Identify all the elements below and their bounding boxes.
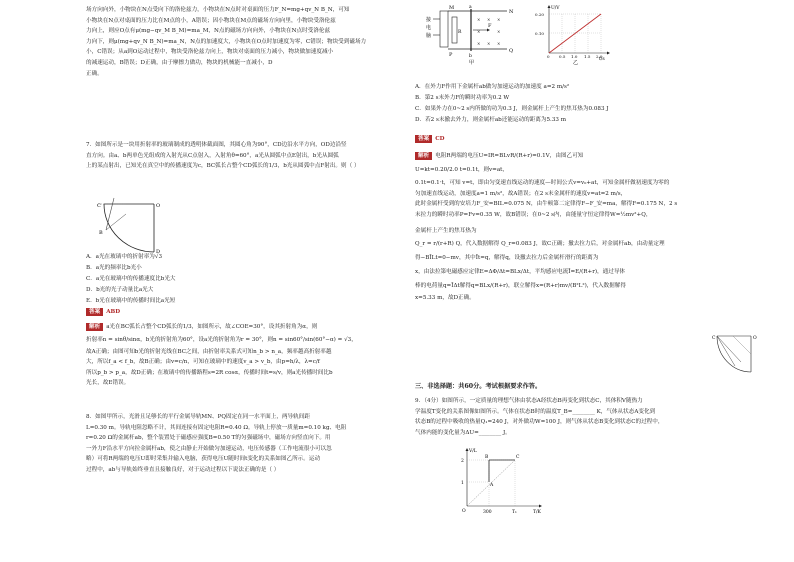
label-b: b (469, 54, 472, 59)
q9-stem-line: 状态B的过程中吸收的热量Q₁=240 J，对外做功W=100 J，则气体从状态B变化到状态C的过程中， (415, 419, 664, 426)
q7-figure (96, 196, 166, 254)
option-b: B．a光的频率比b光小 (86, 265, 142, 271)
text-line: 故A正确；由图可知b光的折射光线在BC之间，由折射率关系式可知n_b > n_a，频率越高折射率越 (86, 348, 332, 355)
text-line: x=5.33 m，故D正确。 (415, 294, 475, 301)
v-t-ytick: 2 (461, 459, 464, 464)
q7-stem-line: 上的某点射出，已知光在真空中的传播速度为c，BC弧长占整个CD弧长的1/3，b光从圆弧中点F射出。则（ ） (86, 163, 360, 170)
q9-stem-line: 气体内能的变化量为ΔU=________ J。 (415, 429, 511, 436)
text-line: 所以p_b > p_a，故D正确；在玻璃中的传播路程s=2R cosα，传播时间t=s/v，则a光传播时间比b (86, 369, 333, 376)
option-d: D．若2 s末撤去外力，则金属杆ab还能运动的距离为5.33 m (415, 117, 567, 123)
q6-explanation-continued (86, 5, 386, 79)
u-t-xtick: 0.5 (559, 54, 566, 59)
label-c: C (712, 336, 716, 341)
text-line: 折射率n = sinθ/sinα，b光的折射角为60°，设a光的折射角为r = 30°，则n = sin60°/sin(60°−α) = √3， (86, 336, 357, 343)
answer-tag: 答案 (86, 308, 103, 316)
label-c: C (516, 455, 520, 460)
text-line: 力向上，则应O点有μ(mg−qv_M B_M)=ma_M，N点的磁场方向向外，小物块在N点时受洛伦兹 (86, 28, 331, 35)
text-line: 匀加速直线运动，加速度a=1 m/s²，故A错误；在2 s末金属杆的速度v=at=2 m/s， (415, 190, 627, 197)
answer-tag: 答案 (415, 135, 432, 143)
caption-jia: 甲 (469, 60, 475, 65)
question-7 (86, 140, 386, 172)
text-line: 末拉力的瞬时功率P=Fv=0.35 W，故B错误；在0~2 s内，由能量守恒定律得W=½mv²+Q， (415, 211, 652, 218)
u-t-xtick: 1.5 (584, 54, 591, 59)
answer-value: ABD (106, 309, 121, 315)
label-jie: 接 (426, 17, 432, 23)
u-t-line (549, 14, 601, 53)
label-o: O (462, 509, 466, 514)
text-line: 光长，故E错误。 (86, 380, 130, 387)
label-d: D (156, 249, 161, 254)
label-dian: 电 (426, 25, 432, 31)
svg-text:×: × (487, 41, 491, 46)
text-line: 正确。 (86, 70, 103, 77)
text-line: 小物块在N点对桌面的压力比在M点的小，A错误；因小物块在M点的磁场方向向里，小物块受洛伦兹 (86, 17, 336, 24)
svg-text:×: × (497, 29, 501, 34)
question-9 (415, 396, 760, 438)
option-a: A．在外力F作用下金属杆ab做匀加速运动的加速度 a=2 m/s² (415, 84, 570, 90)
text-line: 金属杆上产生的焦耳热为 (415, 228, 477, 235)
q8-stem-line: r=0.20 Ω的金属杆ab，整个装置处于磁感应强度B=0.50 T的匀强磁场中，磁场方向竖直向下。用 (86, 435, 331, 442)
left-column (86, 0, 386, 562)
option-c: C．如果外力在0~2 s内所做的功为0.3 J，则金属杆上产生的焦耳热为0.083 J (415, 106, 609, 112)
label-m: M (449, 5, 455, 11)
answer-value: CD (435, 136, 445, 142)
u-t-xtick: 0 (547, 54, 550, 59)
text-line: 场方向向外，小物块在N点受向下的洛伦兹力，小物块在N点时对桌面的压力F_N=mg+qv_N B_N，可知 (86, 7, 350, 13)
explain-tag: 解析 (415, 152, 432, 160)
u-t-xtick: 2.0 (596, 54, 603, 59)
text-line: 大，所以f_a < f_b，故B正确；由v=c/n，可知在玻璃中的速度v_a > v_b，由p=h/λ，λ=c/f (86, 359, 320, 366)
v-t-chart (455, 446, 545, 516)
v-t-ytick: 1 (461, 481, 464, 486)
label-b: B (99, 230, 103, 236)
voltage-sensor-box (440, 11, 448, 47)
label-q: Q (509, 48, 514, 54)
text-line: 小，C错误；从a到O运动过程中，物块受洛伦兹力向上，物块对桌面的压力减小，物块做加速度减小 (86, 49, 334, 56)
option-d: D．b光的光子动量比a光大 (86, 287, 154, 293)
q8-answer (415, 134, 760, 145)
option-c: C．a光在玻璃中的传播速度比b光大 (86, 276, 176, 282)
q8-stem-line: L=0.30 m。导轨电阻忽略不计，其间连接有固定电阻R=0.40 Ω。导轨上停放一质量m=0.10 kg、电阻 (86, 424, 347, 431)
q7-stem-line: 7．如图所示是一块用折射率的玻璃制成的透明体截面图，其圆心角为90°，CD边沿水平方向，OD边沿竖 (86, 142, 347, 148)
caption-yi: 乙 (573, 60, 579, 65)
q7-explanation (86, 322, 386, 389)
v-t-xtick: T₁ (512, 510, 517, 515)
label-f: F (488, 23, 492, 29)
section-3 (415, 381, 760, 393)
text-line: Q_r = r/(r+R) Q，代入数据解得 Q_r=0.083 J，故C正确；撤去拉力后，对金属杆ab，由动量定理 (415, 240, 665, 247)
svg-text:×: × (497, 41, 501, 46)
svg-text:×: × (477, 17, 481, 22)
label-c: C (97, 203, 101, 209)
u-t-xtick: 1.0 (571, 54, 578, 59)
label-nao: 脑 (426, 33, 432, 39)
u-t-ytick: 0.20 (535, 12, 544, 17)
label-a: a (469, 5, 472, 10)
label-a: A (490, 483, 494, 488)
text-line: 棒的电荷量q=ĪΔt解得q=BLx/(R+r)，联立解得x=(R+r)mv/(B²L²)，代入数据解得 (415, 282, 626, 289)
u-t-chart (533, 3, 613, 65)
u-t-xlabel: t/s (599, 57, 605, 62)
v-t-xlabel: T/K (533, 510, 541, 515)
label-r: R (458, 30, 462, 35)
u-t-ytick: 0.10 (535, 31, 544, 36)
label-n: N (509, 9, 514, 15)
resistor-r (452, 17, 457, 43)
q8-stem-line: 略）可将R两端的电压U即时采集并输入电脑，获得电压U随时间t变化的关系如图乙所示。运动 (86, 456, 321, 463)
q9-stem-line: 9．（4分）如图所示，一定质量的理想气体由状态A经状态B再变化到状态C，其体积V随热力 (415, 398, 643, 404)
q7-options (86, 252, 386, 307)
option-b: B．第2 s末外力F的瞬时功率为0.2 W (415, 95, 510, 101)
u-t-ylabel: U/V (551, 6, 560, 11)
q7-stem-line: 直方向。由a、b两单色光组成的入射光从C点射入，入射角θ=60°，a光从圆弧中点E射出，b光从圆弧 (86, 152, 339, 159)
v-t-xtick: 300 (483, 510, 492, 515)
label-o: O (156, 203, 161, 209)
text-line: 力向下，则μ(mg+qv_N B_N)=ma_N，N点的加速度大，小物块在O点时加速度为零，C错误；物块受到磁场力 (86, 38, 367, 45)
svg-text:×: × (497, 17, 501, 22)
option-a: A．a光在玻璃中的折射率为√3 (86, 254, 163, 260)
text-line: U=kt=0.20/2.0 t=0.1t，则v=at， (415, 167, 509, 173)
text-line: a光在BC弧长占整个CD弧长的1/3，如图所示，故∠COE=30°，设其折射角为α，则 (106, 324, 318, 330)
q8-options (415, 82, 760, 126)
q8-stem-line: 过程中，ab与导轨始终垂直且接触良好，对于运动过程以下说法正确的是（ ） (86, 466, 280, 473)
v-t-ylabel: V/L (469, 449, 477, 454)
section-heading: 三、非选择题：共60分。考试根据要求作答。 (415, 383, 542, 390)
q7-answer (86, 307, 386, 318)
text-line: 得−BĪLt=0−mv，其中Īt=q，解得q，设撤去拉力后金属杆滑行的距离为 (415, 254, 599, 261)
svg-text:×: × (487, 17, 491, 22)
q7-solution-figure (711, 330, 759, 376)
circuit-figure (425, 3, 521, 65)
label-b: B (485, 455, 489, 460)
text-line: 此时金属杆受到的安培力F_安=BIL=0.075 N，由牛顿第二定律得F−F_安=ma，解得F=0.175 N，2 s (415, 201, 678, 208)
q8-stem-line: 一外力F沿水平方向拉金属杆ab，使之由静止开始做匀加速运动，电压传感器（工作电流很小可以忽 (86, 445, 332, 452)
text-line: x，由法拉第电磁感应定律E=ΔΦ/Δt=BLx/Δt，平均感应电流Ī=E/(R+r)，通过导体 (415, 268, 626, 275)
explain-tag: 解析 (86, 323, 103, 331)
svg-text:×: × (477, 41, 481, 46)
text-line: 的减速运动，B错误；D正确，由于摩擦力做功，物块的机械能一直减小，D (86, 59, 273, 66)
right-column (415, 0, 760, 562)
text-line: 电阻R两端的电压U=IR=BLvR/(R+r)=0.1V，由图乙可知 (435, 153, 584, 159)
label-p: P (449, 52, 453, 58)
q9-stem-line: 学温度T变化的关系图像如图所示。气体在状态B时的温度T_B=________ K，气体从状态A变化到 (415, 408, 656, 415)
option-e: E．b光在玻璃中的传播时间比a光短 (86, 298, 176, 304)
svg-text:×: × (477, 29, 481, 34)
q8-stem-line: 8．如图甲所示，光滑且足够长的平行金属导轨MN、PQ固定在同一水平面上，两导轨间距 (86, 414, 310, 420)
label-o: O (753, 336, 757, 341)
text-line: 0.1t=0.1·t，可知 v=t，即由匀变速直线运动的速度—时间公式v=v₀+at，可知金属杆做初速度为零的 (415, 180, 670, 186)
q8-explanation (415, 150, 760, 304)
question-8 (86, 412, 386, 476)
